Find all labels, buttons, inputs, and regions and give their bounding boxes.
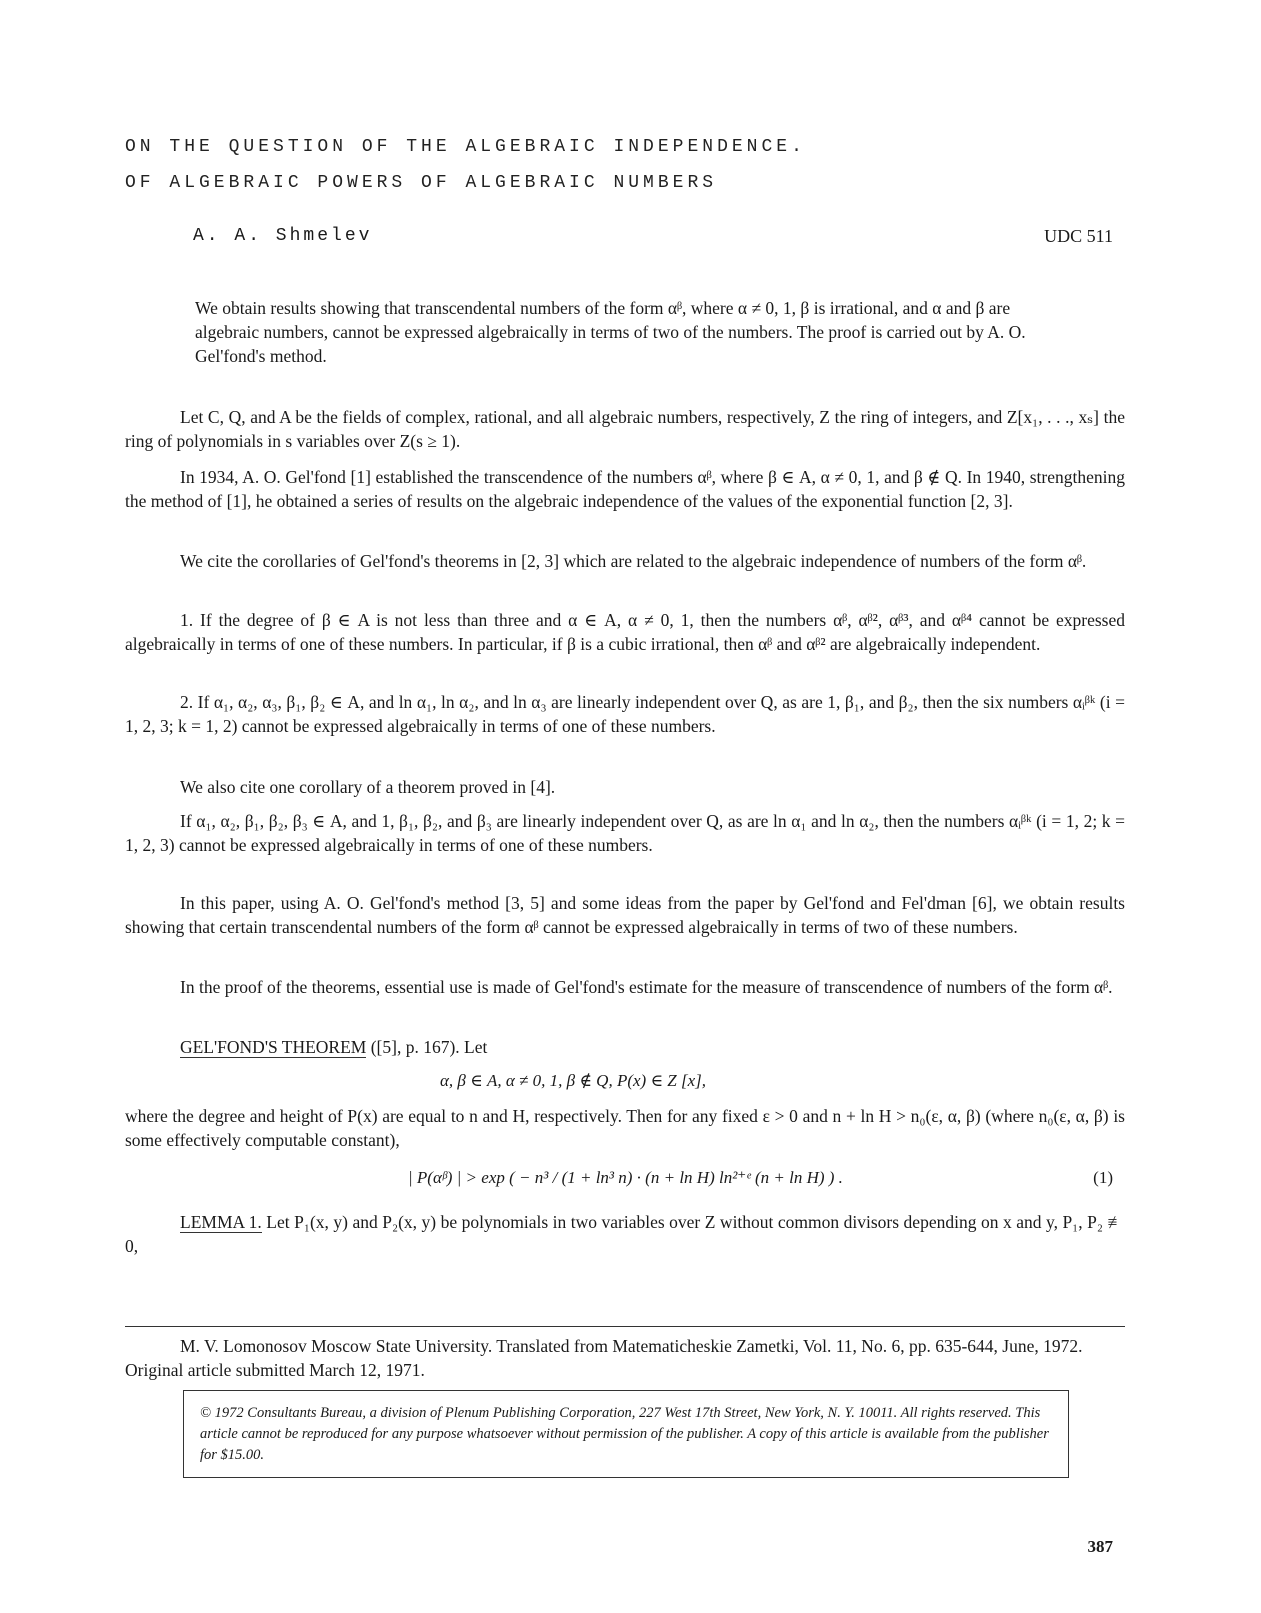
theorem-ref: ([5], p. 167). Let (370, 1037, 488, 1057)
footnote-rule (125, 1326, 1125, 1327)
corollary-2: 2. If α₁, α₂, α₃, β₁, β₂ ∈ A, and ln α₁, ln α₂, and ln α₃ are linearly independent over Q, as are 1, β₁, and β₂, then the six numbers αᵢᵝᵏ (i = 1, 2, 3; k = 1, 2) cannot be expressed algebraically in terms of one of these numbers. (125, 692, 1125, 736)
corollary-3: If α₁, α₂, β₁, β₂, β₃ ∈ A, and 1, β₁, β₂, and β₃ are linearly independent over Q, as are ln α₁ and ln α₂, then the numbers αᵢᵝᵏ (i = 1, 2; k = 1, 2, 3) cannot be expressed algebraically in terms of one of these numbers. (125, 811, 1125, 855)
title-line-1: ON THE QUESTION OF THE ALGEBRAIC INDEPENDENCE. (125, 137, 806, 157)
copyright-text: © 1972 Consultants Bureau, a division of Plenum Publishing Corporation, 227 West 17th Street, New York, N. Y. 10011. All rights reserved. This article cannot be reproduced for any purpose whatsoever without permission of the publisher. A copy of this article is available from the publisher for $15.00. (200, 1405, 1049, 1463)
paragraph-2: In 1934, A. O. Gel'fond [1] established the transcendence of the numbers αᵝ, where β ∈ A, α ≠ 0, 1, and β ∉ Q. In 1940, strengthening the method of [1], he obtained a series of results on the algebraic independence of the values of the exponential function [2, 3]. (125, 467, 1125, 511)
paragraph-estimate: In the proof of the theorems, essential use is made of Gel'fond's estimate for the measure of transcendence of numbers of the form αᵝ. (180, 977, 1113, 997)
body-block-6 (125, 775, 1125, 799)
title-line-2: OF ALGEBRAIC POWERS OF ALGEBRAIC NUMBERS (125, 173, 718, 193)
theorem-label: GEL'FOND'S THEOREM (180, 1037, 367, 1057)
abstract: We obtain results showing that transcendental numbers of the form αᵝ, where α ≠ 0, 1, β is irrational, and α and β are algebraic numbers, cannot be expressed algebraically in terms of two of the numbers. The proof is carried out by A. O. Gel'fond's method. (195, 298, 1026, 366)
udc-code: UDC 511 (1044, 226, 1113, 246)
body-block-3 (125, 549, 1125, 573)
theorem-after (125, 1104, 1125, 1152)
paragraph-method: In this paper, using A. O. Gel'fond's method [3, 5] and some ideas from the paper by Gel'fond and Fel'dman [6], we obtain results showing that certain transcendental numbers of the form αᵝ cannot be expressed algebraically in terms of two of these numbers. (125, 893, 1125, 937)
lemma-text: Let P₁(x, y) and P₂(x, y) be polynomials in two variables over Z without common divisors depending on x and y, P₁, P₂ ≢ 0, (125, 1212, 1125, 1256)
body-block-5 (125, 690, 1125, 738)
paragraph-3: We cite the corollaries of Gel'fond's theorems in [2, 3] which are related to the algebraic independence of numbers of the form αᵝ. (180, 551, 1087, 571)
theorem-formula: α, β ∈ A, α ≠ 0, 1, β ∉ Q, P(x) ∈ Z [x], (440, 1071, 707, 1090)
affiliation: M. V. Lomonosov Moscow State University. Translated from Matematicheskie Zametki, Vol. 11, No. 6, pp. 635-644, June, 1972. Original article submitted March 12, 1971. (125, 1336, 1083, 1380)
corollary-1: 1. If the degree of β ∈ A is not less than three and α ∈ A, α ≠ 0, 1, then the numbers αᵝ, αᵝ², αᵝ³, and αᵝ⁴ cannot be expressed algebraically in terms of one of these numbers. In particular, if β is a cubic irrational, then αᵝ and αᵝ² are algebraically independent. (125, 610, 1125, 654)
body-block-9 (125, 975, 1125, 999)
author: A. A. Shmelev (193, 226, 373, 246)
lemma-block (125, 1210, 1125, 1258)
body-block-2 (125, 465, 1125, 513)
body-block-4 (125, 608, 1125, 656)
paragraph-1: Let C, Q, and A be the fields of complex, rational, and all algebraic numbers, respectively, Z the ring of integers, and Z[x₁, . . ., xₛ] the ring of polynomials in s variables over Z(s ≥ 1). (125, 407, 1125, 451)
paragraph-cite: We also cite one corollary of a theorem proved in [4]. (180, 777, 556, 797)
theorem-after-text: where the degree and height of P(x) are equal to n and H, respectively. Then for any fixed ε > 0 and n + ln H > n₀(ε, α, β) (where n₀(ε, α, β) is some effectively computable constant), (125, 1106, 1125, 1150)
body-block-1 (125, 405, 1125, 453)
page-number: 387 (1087, 1537, 1113, 1556)
theorem-heading (180, 1035, 1080, 1059)
body-block-7 (125, 809, 1125, 857)
inequality-formula: | P(αᵝ) | > exp ( − n³ / (1 + ln³ n) · (n + ln H) ln²⁺ᵉ (n + ln H) ) . (408, 1168, 843, 1187)
copyright-box (183, 1390, 1069, 1478)
body-block-8 (125, 891, 1125, 939)
equation-number: (1) (1093, 1168, 1113, 1187)
lemma-label: LEMMA 1. (180, 1212, 262, 1232)
